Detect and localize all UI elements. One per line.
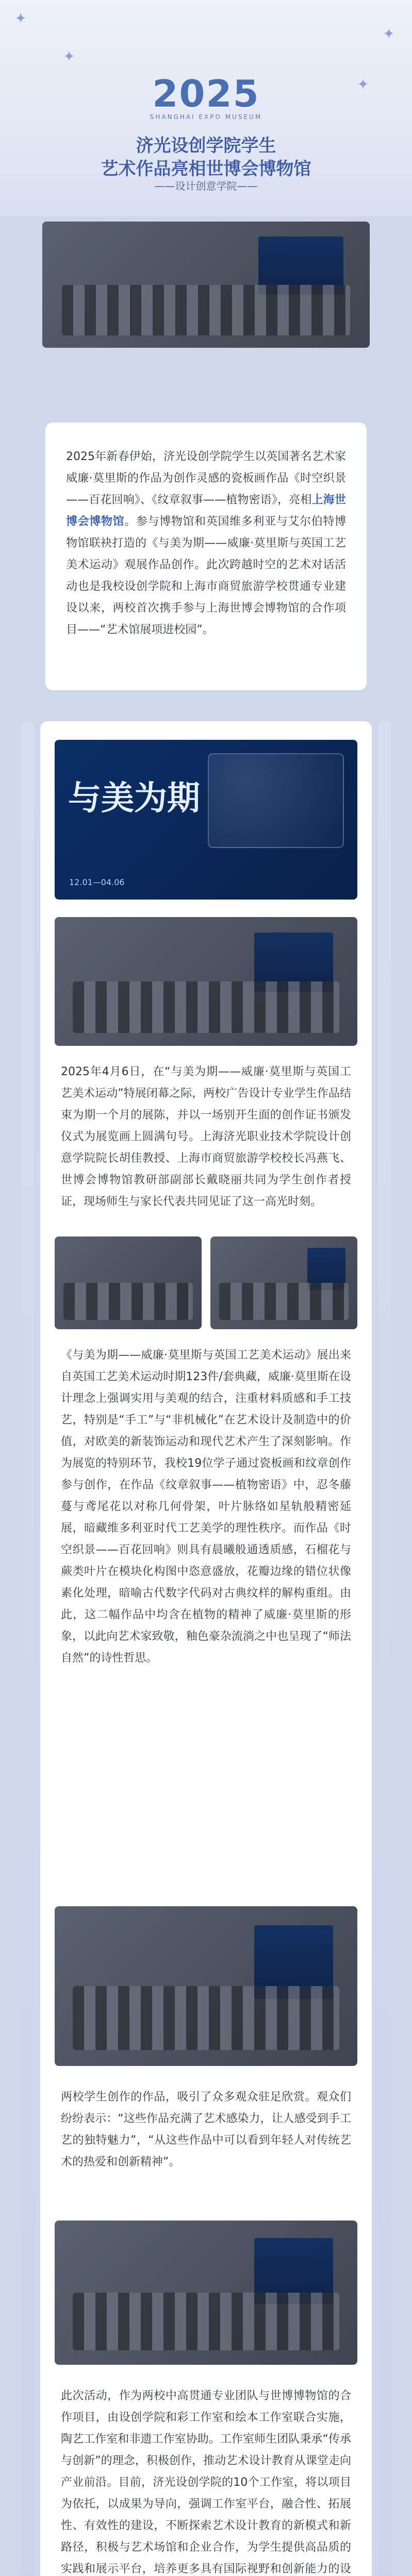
intro-panel [45,422,367,690]
header [0,0,412,216]
banner-dates: 12.01—04.06 [69,877,125,887]
banner-pattern [208,753,344,848]
right-strip [378,721,391,2576]
photo-5 [55,2221,357,2365]
paragraph-2: 2025年4月6日，在“与美为期——威廉·莫里斯与英国工艺美术运动”特展闭幕之际，两校广告设计专业学生作品结束为期一个月的展陈，并以一场别开生面的创作证书颁发仪式为展览画上圆满句号。上海济光职业技术学院设计创意学院院长胡佳教授、上海市商贸旅游学校校长冯燕飞、世博会博物馆教研部副部长戴晓丽共同为学生创作者授证，现场师生与家长代表共同见证了这一高光时刻。 [61,1065,351,1208]
paragraph-3: 《与美为期——威廉·莫里斯与英国工艺美术运动》展出来自英国工艺美术运动时期123件/套典藏，威廉·莫里斯在设计理念上强调实用与美观的结合，注重材料质感和手工技艺，特别是“手工”与“非机械化”在艺术设计及制造中的价值，对欧美的新装饰运动和现代艺术产生了深刻影响。作为展览的特别环节，我校19位学子通过瓷板画和纹章创作参与创作，在作品《纹章叙事——植物密语》中，忍冬藤蔓与鸢尾花以对称几何骨架，叶片脉络如星轨般精密延展，暗藏维多利亚时代工艺美学的理性秩序。而作品《时空织景——百花回响》则具有晨曦般通透质感，石榴花与蕨类叶片在模块化构图中恣意盛放，花瓣边缘的错位状像素化处理，暗喻古代数字代码对古典纹样的解构重组。由此，这二幅作品中均含在植物的精神了威廉·莫里斯的形象，以此向艺术家致敬，釉色豪杂流淌之中也呈现了“师法自然”的诗性哲思。 [61,1349,351,1665]
sparkle-icon: ✦ [357,76,369,93]
paragraph-4: 两校学生创作的作品，吸引了众多观众驻足欣赏。观众们纷纷表示：“这些作品充满了艺术感染力，让人感受到手工艺的独特魅力”，“从这些作品中可以看到年轻人对传统艺术的热爱和创新精神”。 [61,2091,351,2168]
year-subtitle: SHANGHAI EXPO MUSEUM [150,113,262,121]
sparkle-icon: ✦ [63,48,75,65]
main-panel [40,721,372,2576]
people-image [63,1283,193,1320]
intro-paragraph [66,446,346,641]
group-photo [42,222,370,348]
year: 2025 [152,72,260,115]
people-image [219,1283,349,1320]
people-image [73,981,339,1033]
people-image [62,285,350,335]
people-image [73,2293,339,2350]
intro-before: 2025年新春伊始，济光设创学院学生以英国著名艺术家威廉·莫里斯的作品为创作灵感的瓷板画作品《时空织景——百花回响》、《纹章叙事——植物密语》，亮相 [66,450,346,506]
photo-3a [55,1236,202,1329]
intro-after: 。参与博物馆和英国维多利亚与艾尔伯特博物馆联袂打造的《与美为期——威廉·莫里斯与英国工艺美术运动》观展作品创作。此次跨越时空的艺术对话活动也是我校设创学院和上海市商贸旅游学校贯通专业建设以来，两校首次携手参与上海世博会博物馆的合作项目——“艺术馆展项进校园”。 [66,515,346,636]
paragraph-5: 此次活动，作为两校中高贯通专业团队与世博博物馆的合作项目，由设创学院和彩工作室和绘本工作室联合实施，陶艺工作室和非遗工作室协助。工作室师生团队秉承“传承与创新”的理念，积极创作，推动艺术设计教育从课堂走向产业前沿。目前，济光设创学院的10个工作室，将以项目为依托，以成果为导向，强调工作室平台，融合性、拓展性、有效性的建设，不断探索艺术设计教育的新模式和新路径，积极与艺术场馆和企业合作，为学生提供高品质的实践和展示平台，培养更多具有国际视野和创新能力的设 [61,2389,351,2575]
title-line-2: 艺术作品亮相世博会博物馆 [101,159,311,179]
left-strip [21,721,34,2576]
people-image [73,1986,339,2050]
exhibition-banner [55,740,357,900]
sparkle-icon: ✦ [383,25,395,42]
sparkle-icon: ✦ [14,10,27,27]
photo-3b [210,1236,357,1329]
photo-2 [55,917,357,1046]
intro-highlight: 上海世博会博物馆 [66,494,346,528]
banner-title: 与美为期 [68,779,200,818]
subtitle: ——设计创意学院—— [154,180,258,192]
photo-4 [55,1906,357,2066]
title-line-1: 济光设创学院学生 [136,135,276,156]
